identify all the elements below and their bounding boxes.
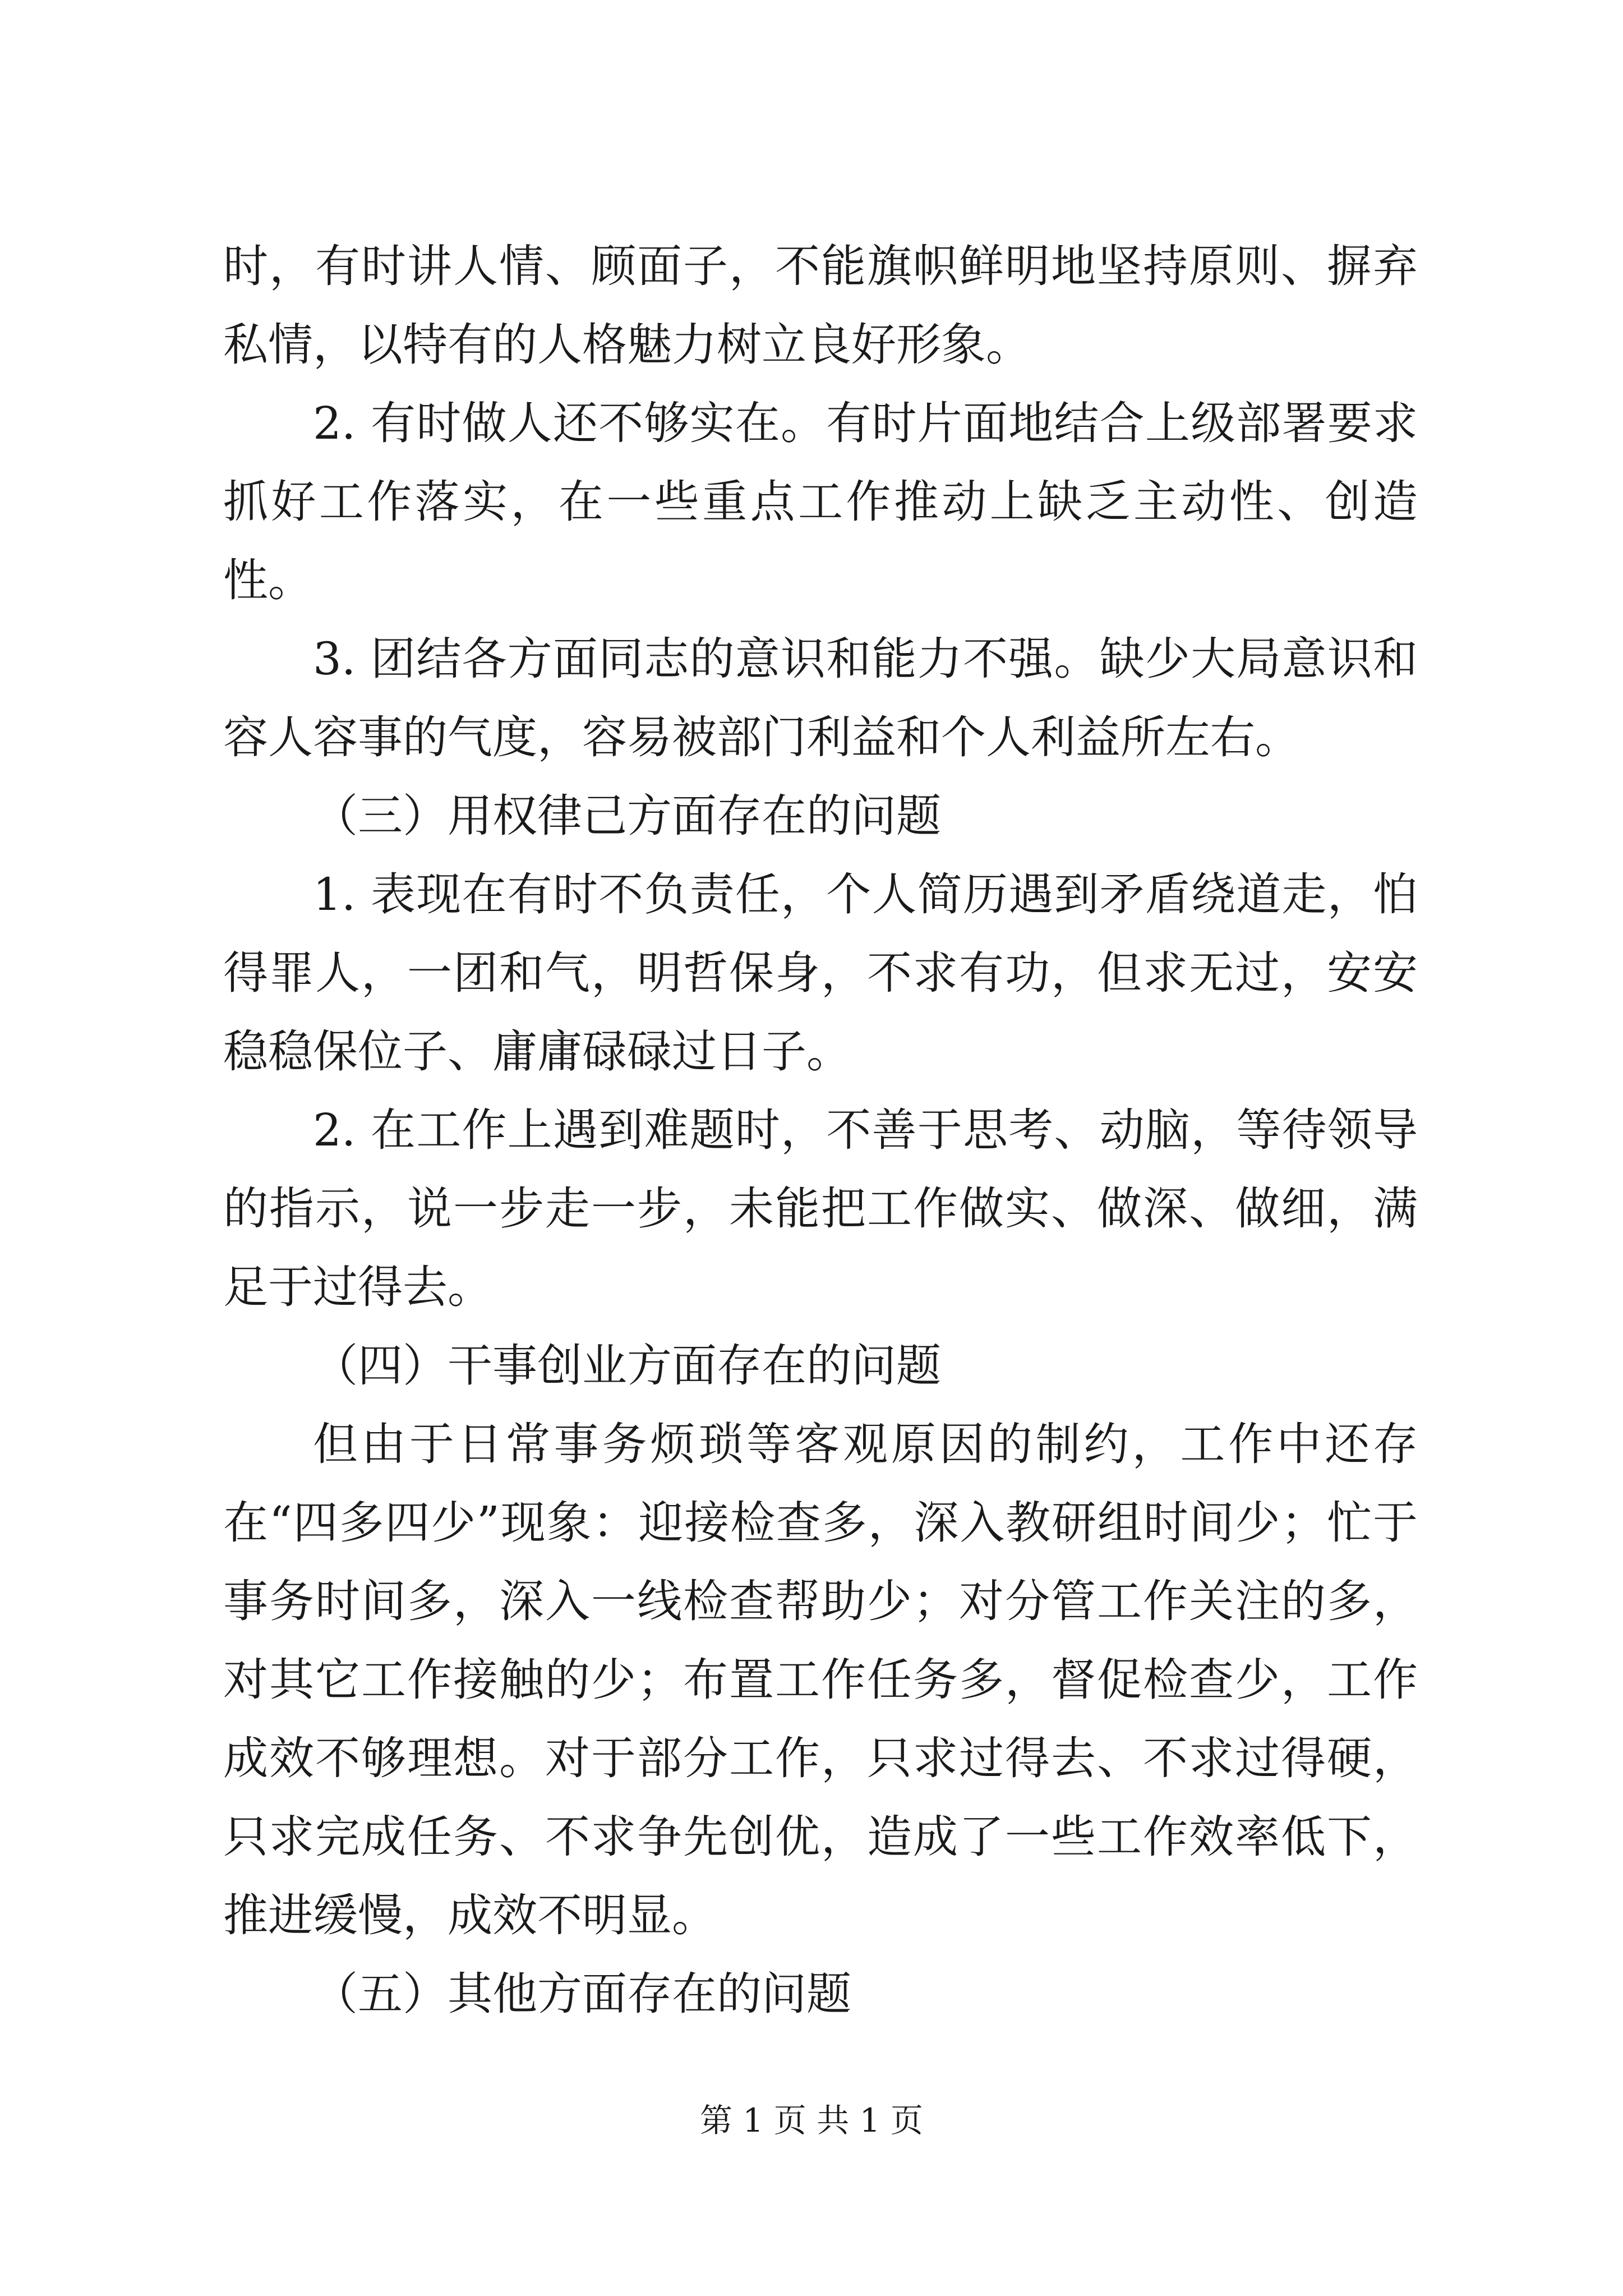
section-heading-5: （五）其他方面存在的问题 xyxy=(313,1968,851,2020)
section-heading-3: （三）用权律己方面存在的问题 xyxy=(313,790,941,842)
paragraph-item-1: 1. 表现在有时不负责任，个人简历遇到矛盾绕道走，怕得罪人，一团和气，明哲保身，不求有功，但求无过，安安稳稳保位子、庸庸碌碌过日子。 xyxy=(223,868,1418,1078)
section-heading-4: （四）干事创业方面存在的问题 xyxy=(313,1340,941,1392)
paragraph-body: 但由于日常事务烦琐等客观原因的制约，工作中还存在“四多四少”现象：迎接检查多，深入教研组时间少；忙于事务时间多，深入一线检查帮助少；对分管工作关注的多，对其它工作接触的少；布置工作任务多，督促检查少，工作成效不够理想。对于部分工作，只求过得去、不求过得硬，只求完成任务、不求争先创优，造成了一些工作效率低下，推进缓慢，成效不明显。 xyxy=(223,1418,1418,1941)
paragraph-continuation: 时，有时讲人情、顾面子，不能旗帜鲜明地坚持原则、摒弃私情，以特有的人格魅力树立良好形象。 xyxy=(223,240,1418,371)
paragraph-item-3: 3. 团结各方面同志的意识和能力不强。缺少大局意识和容人容事的气度，容易被部门利益和个人利益所左右。 xyxy=(223,633,1418,763)
paragraph-item-2b: 2. 在工作上遇到难题时，不善于思考、动脑，等待领导的指示，说一步走一步，未能把工作做实、做深、做细，满足于过得去。 xyxy=(223,1104,1418,1313)
paragraph-item-2: 2. 有时做人还不够实在。有时片面地结合上级部署要求抓好工作落实，在一些重点工作推动上缺乏主动性、创造性。 xyxy=(223,397,1418,606)
page-footer: 第 1 页 共 1 页 xyxy=(700,2101,923,2139)
document-body xyxy=(223,227,1418,2033)
